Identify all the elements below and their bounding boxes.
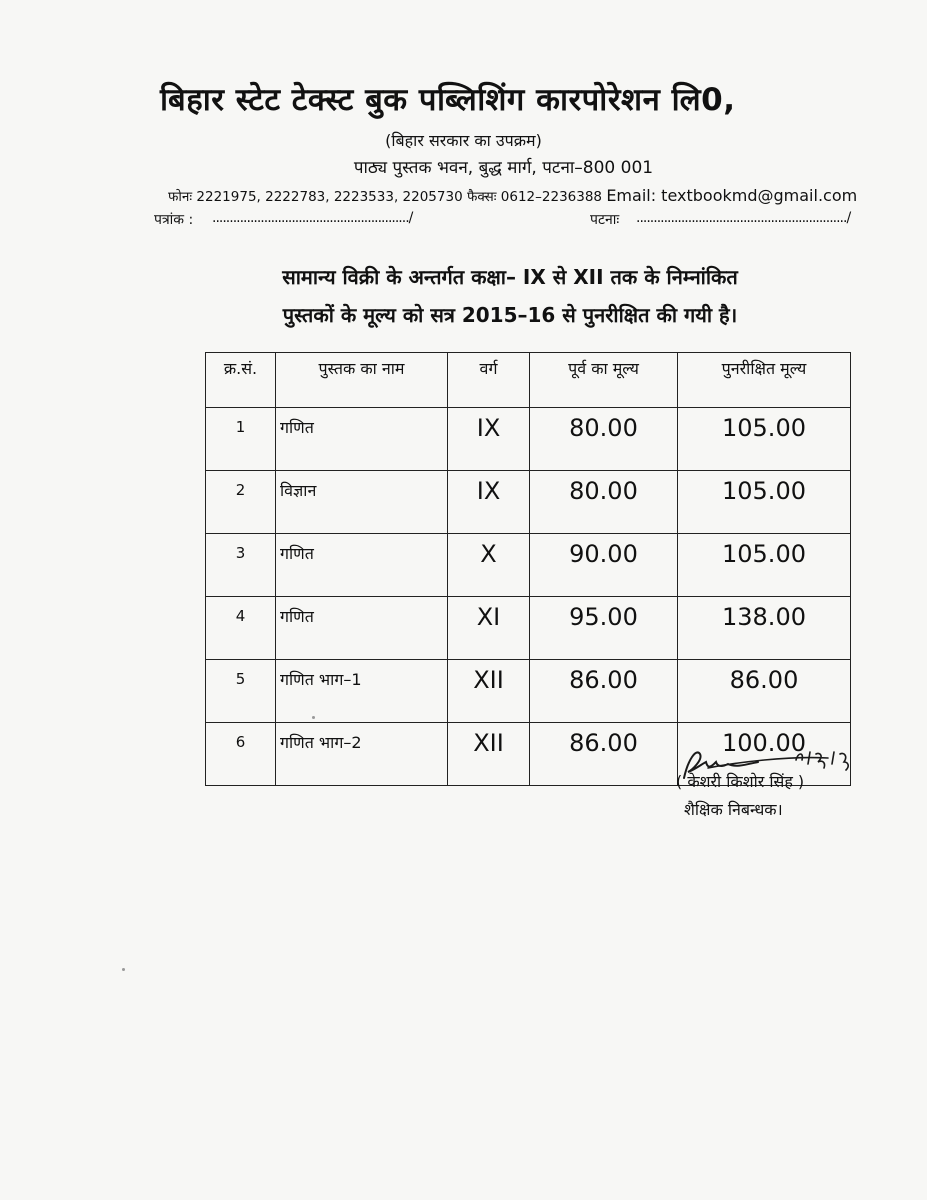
cell-revised-price: 86.00 — [678, 660, 851, 723]
cell-old-price: 95.00 — [530, 597, 678, 660]
cell-book-name: गणित भाग–2 — [276, 723, 448, 786]
scan-speck — [312, 716, 315, 719]
organization-address: पाठ्य पुस्तक भवन, बुद्ध मार्ग, पटना–800 001 — [353, 158, 654, 178]
cell-old-price: 80.00 — [530, 471, 678, 534]
cell-revised-price: 105.00 — [678, 471, 851, 534]
table-row — [206, 597, 851, 660]
cell-old-price: 86.00 — [530, 723, 678, 786]
cell-class: X — [448, 534, 530, 597]
cell-serial: 5 — [206, 660, 276, 723]
table-header-row — [206, 353, 851, 408]
header-old-price: पूर्व का मूल्य — [530, 353, 678, 408]
scan-speck — [122, 968, 125, 971]
header-book-name: पुस्तक का नाम — [276, 353, 448, 408]
cell-book-name: गणित — [276, 408, 448, 471]
cell-serial: 1 — [206, 408, 276, 471]
cell-class: IX — [448, 471, 530, 534]
notice-line-1: सामान्य विक्री के अन्तर्गत कक्षा– IX से XII तक के निम्नांकित — [282, 265, 738, 289]
cell-old-price: 80.00 — [530, 408, 678, 471]
cell-book-name: गणित — [276, 534, 448, 597]
contact-line — [168, 186, 868, 205]
cell-class: XII — [448, 660, 530, 723]
reference-label: पत्रांक : — [154, 212, 194, 228]
header-revised-price: पुनरीक्षित मूल्य — [678, 353, 851, 408]
cell-serial: 4 — [206, 597, 276, 660]
cell-book-name: विज्ञान — [276, 471, 448, 534]
notice-text — [190, 258, 830, 334]
cell-class: XI — [448, 597, 530, 660]
table-row — [206, 408, 851, 471]
cell-serial: 6 — [206, 723, 276, 786]
price-table — [205, 352, 851, 786]
cell-old-price: 90.00 — [530, 534, 678, 597]
cell-old-price: 86.00 — [530, 660, 678, 723]
cell-book-name: गणित भाग–1 — [276, 660, 448, 723]
notice-line-2: पुस्तकों के मूल्य को सत्र 2015–16 से पुनरीक्षित की गयी है। — [282, 303, 738, 327]
cell-serial: 2 — [206, 471, 276, 534]
table-row — [206, 660, 851, 723]
cell-revised-price: 138.00 — [678, 597, 851, 660]
cell-book-name: गणित — [276, 597, 448, 660]
contact-email: Email: textbookmd@gmail.com — [606, 186, 858, 205]
cell-class: IX — [448, 408, 530, 471]
date-blank: ............................................................./ — [636, 210, 851, 226]
cell-revised-price: 100.00 — [678, 723, 851, 786]
organization-title: बिहार स्टेट टेक्स्ट बुक पब्लिशिंग कारपोरेशन लि0, — [160, 82, 736, 118]
signatory-designation: शैक्षिक निबन्धक। — [684, 800, 783, 819]
cell-revised-price: 105.00 — [678, 534, 851, 597]
table-row — [206, 534, 851, 597]
signatory-name: ( केशरी किशोर सिंह ) — [676, 772, 805, 791]
cell-serial: 3 — [206, 534, 276, 597]
header-serial: क्र.सं. — [206, 353, 276, 408]
header-class: वर्ग — [448, 353, 530, 408]
table-row — [206, 471, 851, 534]
organization-subtitle: (बिहार सरकार का उपक्रम) — [385, 131, 542, 150]
cell-class: XII — [448, 723, 530, 786]
contact-phone-fax: फोनः 2221975, 2222783, 2223533, 2205730 फैक्सः 0612–2236388 — [168, 189, 603, 205]
cell-revised-price: 105.00 — [678, 408, 851, 471]
date-label: पटनाः — [590, 212, 620, 228]
reference-blank: ........................................................./ — [212, 210, 413, 226]
